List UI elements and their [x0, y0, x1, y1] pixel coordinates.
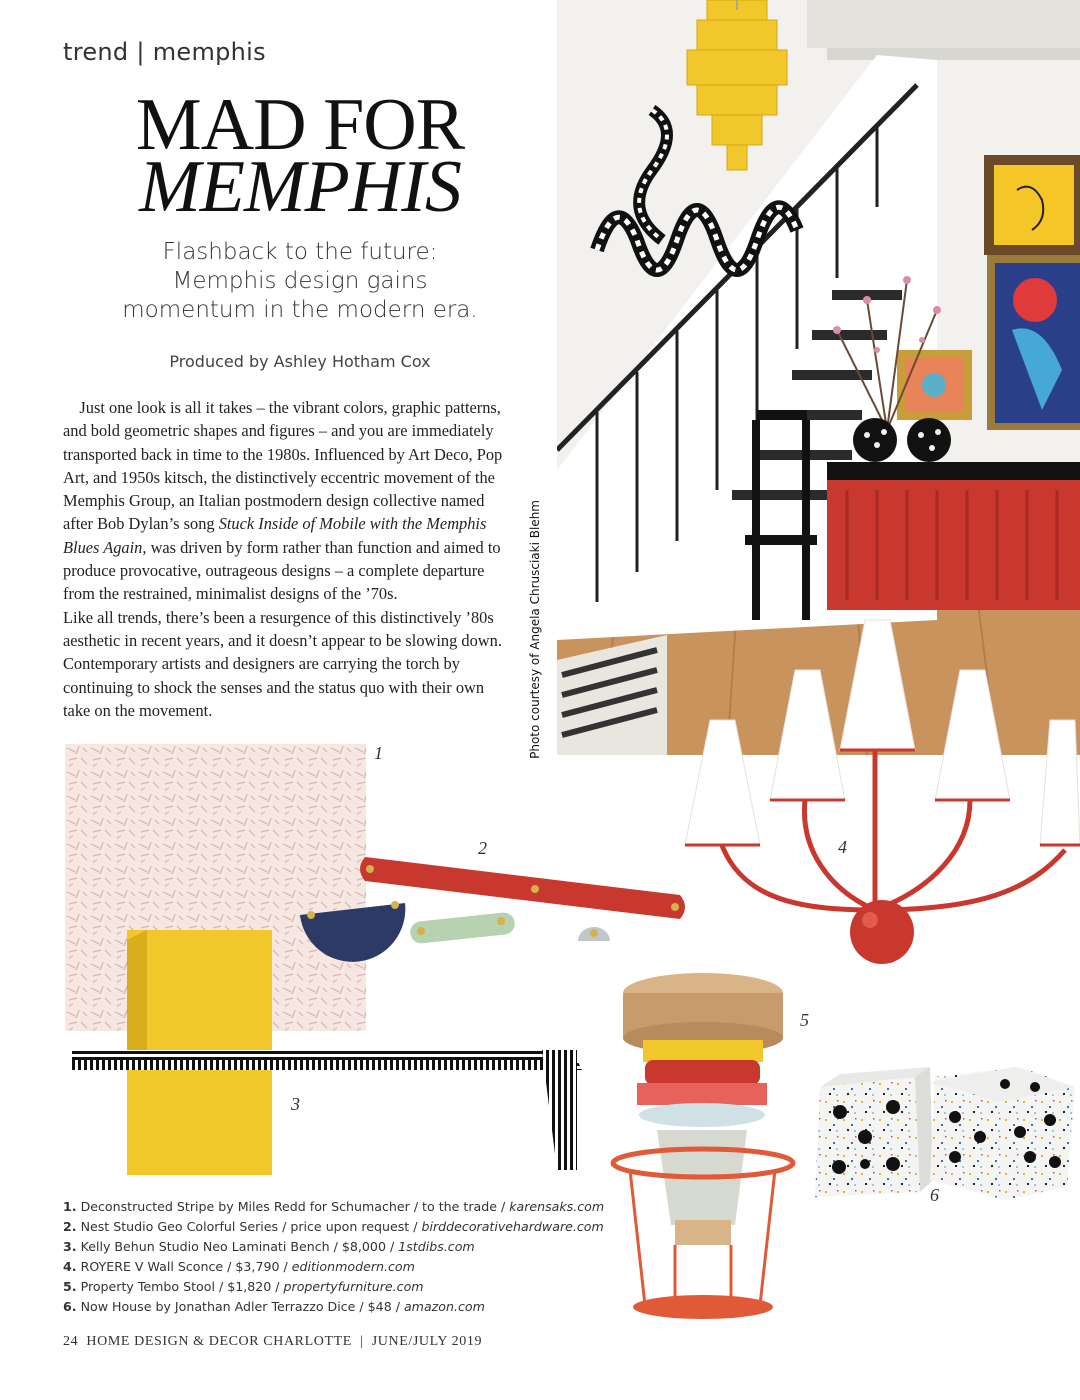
article-body — [63, 396, 513, 722]
deck — [90, 238, 510, 325]
callout-1: 1 — [374, 743, 383, 763]
song-title: Stuck Inside of Mobile with the Memphis Blues Again, — [63, 514, 487, 557]
headline-line-1: MAD FOR — [135, 84, 465, 166]
callout-4: 4 — [838, 837, 847, 857]
terrazzo-dice — [805, 1062, 1080, 1202]
magazine-name: HOME DESIGN & DECOR CHARLOTTE — [86, 1334, 352, 1349]
product-source-link[interactable]: amazon.com — [403, 1299, 485, 1314]
deck-line-1: Flashback to the future: — [162, 239, 438, 265]
deck-line-2: Memphis design gains — [172, 268, 428, 294]
paragraph-1: Just one look is all it takes – the vibrant colors, graphic patterns, and bold geometric shapes and figures – and you are immediately transported back in time to the 1980s. Influenced by Art Deco, Pop Art, and 1950s kitsch, the distinctively eccentric movement of the Memphis Group, an Italian postmodern design collective named after Bob Dylan’s song Stuck Inside of Mobile with the Memphis Blues Again, was driven by form rather than function and aimed to produce provocative, outrageous designs – a complete departure from the restrained, minimalist designs of the ’70s. — [63, 398, 503, 604]
page-footer: 24 HOME DESIGN & DECOR CHARLOTTE | JUNE/JULY 2019 — [63, 1334, 483, 1349]
product-item-5: 5. Property Tembo Stool / $1,820 / propertyfurniture.com — [63, 1279, 424, 1294]
byline: Produced by Ashley Hotham Cox — [169, 352, 431, 371]
product-source-link[interactable]: 1stdibs.com — [398, 1239, 475, 1254]
product-source-link[interactable]: editionmodern.com — [291, 1259, 415, 1274]
product-source-link[interactable]: karensaks.com — [509, 1199, 605, 1214]
callout-2: 2 — [478, 838, 487, 858]
product-source-link[interactable]: propertyfurniture.com — [283, 1279, 424, 1294]
product-list — [63, 1197, 683, 1317]
product-source-link[interactable]: birddecorativehardware.com — [421, 1219, 604, 1234]
product-item-2: 2. Nest Studio Geo Colorful Series / price upon request / birddecorativehardware.com — [63, 1219, 604, 1234]
callout-3: 3 — [291, 1094, 300, 1114]
callout-5: 5 — [800, 1010, 809, 1030]
paragraph-2: Like all trends, there’s been a resurgence of this distinctively ’80s aesthetic in recent years, and it doesn’t appear to be slowing down. Contemporary artists and designers are carrying the torch by continuing to shock the senses and the status quo with their own take on the movement. — [63, 607, 502, 720]
product-item-6: 6. Now House by Jonathan Adler Terrazzo Dice / $48 / amazon.com — [63, 1299, 485, 1314]
laminati-bench — [72, 925, 592, 1180]
product-item-4: 4. ROYERE V Wall Sconce / $3,790 / editionmodern.com — [63, 1259, 415, 1274]
wall-sconce — [680, 610, 1080, 980]
page-number: 24 — [63, 1334, 79, 1349]
product-item-1: 1. Deconstructed Stripe by Miles Redd for Schumacher / to the trade / karensaks.com — [63, 1199, 605, 1214]
callout-6: 6 — [930, 1185, 939, 1205]
issue-date: JUNE/JULY 2019 — [371, 1334, 483, 1349]
deck-line-3: momentum in the modern era. — [122, 297, 478, 323]
section-kicker: trend | memphis — [63, 38, 266, 66]
photo-credit: Photo courtesy of Angela Chrusciaki Blehm — [528, 500, 542, 759]
product-item-3: 3. Kelly Behun Studio Neo Laminati Bench / $8,000 / 1stdibs.com — [63, 1239, 475, 1254]
headline-line-2: MEMPHIS — [139, 146, 461, 228]
